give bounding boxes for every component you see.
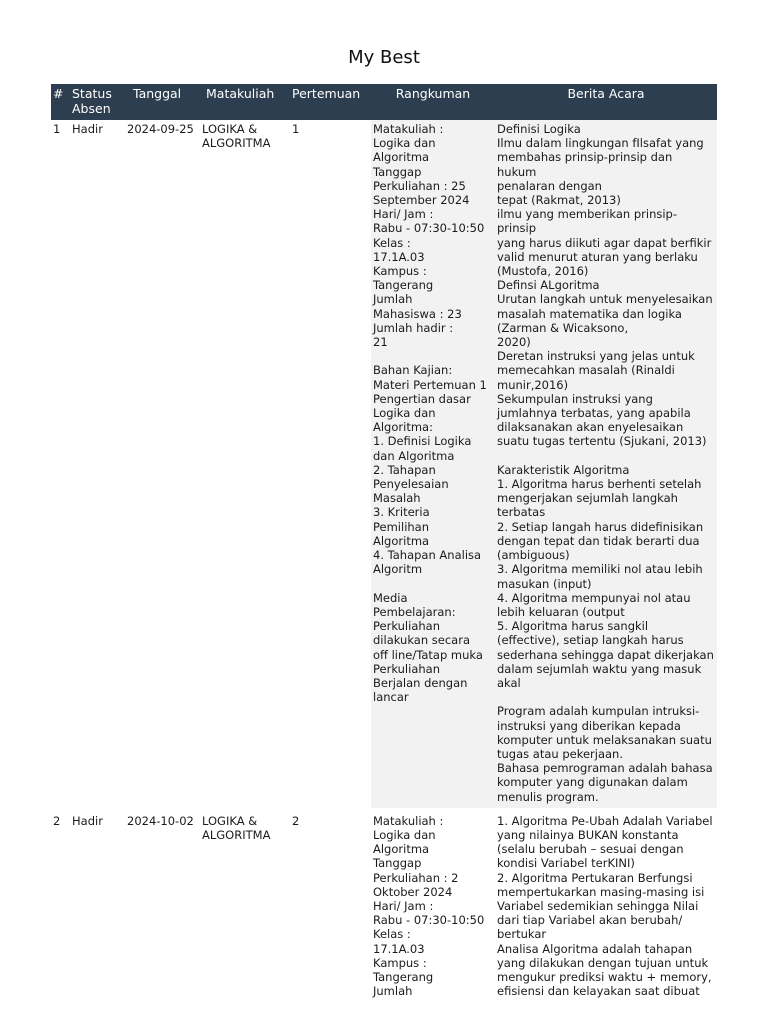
header-rangkuman: Rangkuman (371, 84, 495, 120)
table-row (51, 120, 717, 810)
status-absen: Hadir (72, 122, 103, 136)
row-number: 2 (51, 810, 70, 1003)
matakuliah: LOGIKA & ALGORITMA (202, 122, 271, 151)
header-tanggal: Tanggal (125, 84, 200, 120)
header-berita-acara: Berita Acara (495, 84, 717, 120)
tanggal: 2024-10-02 (125, 810, 200, 1003)
header-status-absen: Status Absen (70, 84, 125, 120)
header-matakuliah: Matakuliah (200, 84, 290, 120)
status-absen: Hadir (70, 810, 125, 1003)
header-number: # (51, 84, 70, 120)
header-pertemuan: Pertemuan (290, 84, 371, 120)
row-number: 1 (53, 122, 61, 136)
berita-acara: 1. Algoritma Pe-Ubah Adalah Variabel yang nilainya BUKAN konstanta (selalu berubah – sesuai dengan kondisi Variabel terKINI) 2. Algoritma Pertukaran Berfungsi mempertukarkan masing-masing isi Variabel sedemikian sehingga Nilai dari tiap Variabel akan berubah/ bertukar Analisa Algoritma adalah tahapan yang dilakukan dengan tujuan untuk mengukur prediksi waktu + memory, efisiensi dan kelayakan saat dibuat (495, 810, 717, 1003)
pertemuan: 1 (292, 122, 300, 136)
pertemuan: 2 (290, 810, 371, 1003)
document-title: My Best (348, 47, 420, 68)
attendance-table (51, 84, 717, 1002)
table-row (51, 810, 717, 1003)
berita-acara: Definisi Logika Ilmu dalam lingkungan fIlsafat yang membahas prinsip-prinsip dan hukum penalaran dengan tepat (Rakmat, 2013) ilmu yang memberikan prinsip-prinsip yang harus diikuti agar dapat berfikir valid menurut aturan yang berlaku (Mustofa, 2016) Definsi ALgoritma Urutan langkah untuk menyelesaikan masalah matematika dan logika (Zarman & Wicaksono, 2020) Deretan instruksi yang jelas untuk memecahkan masalah (Rinaldi munir,2016) Sekumpulan instruksi yang jumlahnya terbatas, yang apabila dilaksanakan akan enyelesaikan suatu tugas tertentu (Sjukani, 2013) Karakteristik Algoritma 1. Algoritma harus berhenti setelah mengerjakan sejumlah langkah terbatas 2. Setiap langah harus didefinisikan dengan tepat dan tidak berarti dua (ambiguous) 3. Algoritma memiliki nol atau lebih masukan (input) 4. Algoritma mempunyai nol atau lebih keluaran (output 5. Algoritma harus sangkil (effective), setiap langkah harus sederhana sehingga dapat dikerjakan dalam sejumlah waktu yang masuk akal Program adalah kumpulan intruksi- instruksi yang diberikan kepada komputer untuk melaksanakan suatu tugas atau pekerjaan. Bahasa pemrograman adalah bahasa komputer yang digunakan dalam menulis program. (495, 120, 717, 810)
rangkuman: Matakuliah : Logika dan Algoritma Tanggap Perkuliahan : 2 Oktober 2024 Hari/ Jam : Rabu - 07:30-10:50 Kelas : 17.1A.03 Kampus : Tangerang Jumlah (371, 810, 495, 1003)
table-header-row (51, 84, 717, 120)
rangkuman: Matakuliah : Logika dan Algoritma Tanggap Perkuliahan : 25 September 2024 Hari/ Jam : Rabu - 07:30-10:50 Kelas : 17.1A.03 Kampus : Tangerang Jumlah Mahasiswa : 23 Jumlah hadir : 21 Bahan Kajian: Materi Pertemuan 1 Pengertian dasar Logika dan Algoritma: 1. Definisi Logika dan Algoritma 2. Tahapan Penyelesaian Masalah 3. Kriteria Pemilihan Algoritma 4. Tahapan Analisa Algoritm Media Pembelajaran: Perkuliahan dilakukan secara off line/Tatap muka Perkuliahan Berjalan dengan lancar (371, 120, 495, 810)
tanggal: 2024-09-25 (127, 122, 194, 136)
matakuliah: LOGIKA & ALGORITMA (200, 810, 290, 1003)
